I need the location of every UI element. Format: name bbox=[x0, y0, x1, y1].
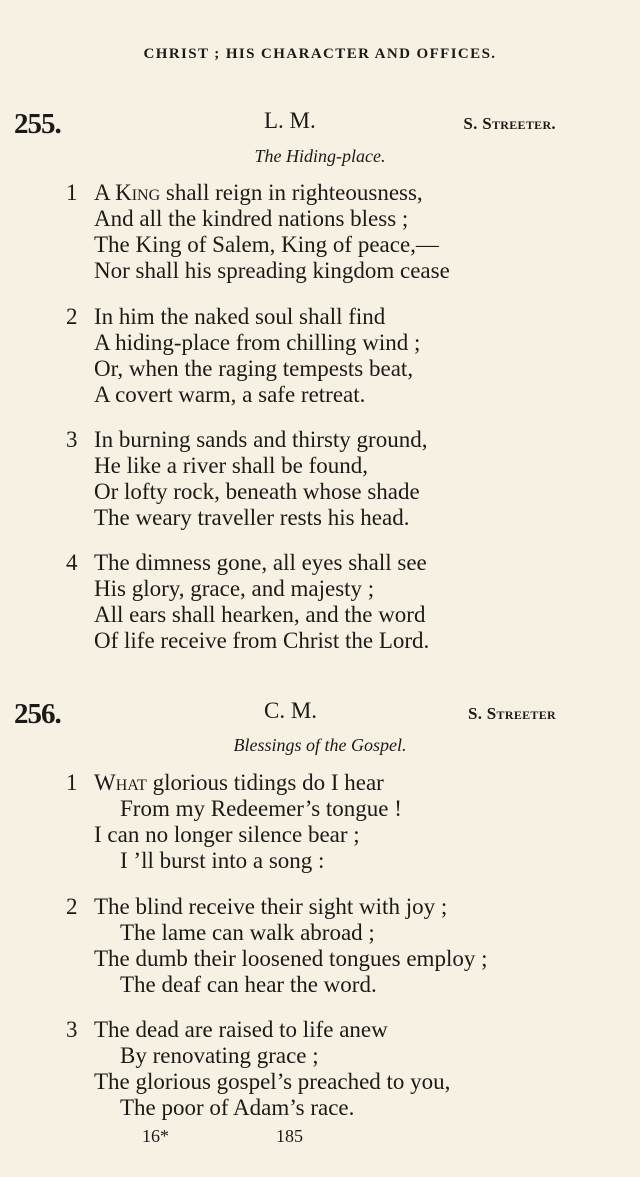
verse-line: I can no longer silence bear ; bbox=[94, 822, 360, 847]
hymn-meter: C. M. bbox=[264, 698, 318, 723]
verse-line: The dumb their loosened tongues employ ; bbox=[94, 946, 488, 971]
hymn-header bbox=[14, 108, 556, 138]
verse-line bbox=[94, 180, 423, 206]
running-head: CHRIST ; HIS CHARACTER AND OFFICES. bbox=[143, 46, 497, 62]
verse-line: In burning sands and thirsty ground, bbox=[94, 427, 428, 452]
stanza-number: 3 bbox=[66, 1017, 78, 1042]
verse-line: Of life receive from Christ the Lord. bbox=[94, 628, 430, 653]
verse-initial-word: What bbox=[94, 770, 147, 795]
verse-line: A covert warm, a safe retreat. bbox=[94, 382, 366, 407]
stanza-number: 4 bbox=[66, 550, 78, 575]
hymn-subtitle: The Hiding-place. bbox=[254, 146, 386, 166]
verse-line: The weary traveller rests his head. bbox=[94, 505, 410, 530]
verse-line: The lame can walk abroad ; bbox=[120, 920, 375, 945]
verse-line: From my Redeemer’s tongue ! bbox=[120, 796, 402, 821]
stanza-number: 1 bbox=[66, 770, 78, 795]
stanza-number: 2 bbox=[66, 304, 78, 329]
verse-line: By renovating grace ; bbox=[120, 1043, 319, 1068]
verse-line bbox=[94, 770, 384, 796]
verse-line: The King of Salem, King of peace,— bbox=[94, 232, 439, 257]
hymn-subtitle: Blessings of the Gospel. bbox=[233, 735, 407, 755]
verse-line: Nor shall his spreading kingdom cease bbox=[94, 258, 450, 283]
verse-initial-word: A King bbox=[94, 180, 161, 205]
hymn-meter: L. M. bbox=[264, 108, 316, 133]
hymn-composer: S. Streeter. bbox=[463, 114, 556, 133]
verse-line: His glory, grace, and majesty ; bbox=[94, 576, 375, 601]
verse-line: Or lofty rock, beneath whose shade bbox=[94, 479, 420, 504]
verse-line: The glorious gospel’s preached to you, bbox=[94, 1069, 451, 1094]
verse-line: I ’ll burst into a song : bbox=[120, 848, 325, 873]
page-number: 185 bbox=[276, 1126, 303, 1146]
verse-line-rest: shall reign in righteousness, bbox=[160, 180, 423, 205]
verse-line: He like a river shall be found, bbox=[94, 453, 368, 478]
hymn-number: 256. bbox=[14, 698, 61, 730]
verse-line-rest: glorious tidings do I hear bbox=[146, 770, 384, 795]
hymn-number: 255. bbox=[14, 108, 61, 140]
stanza-number: 1 bbox=[66, 180, 78, 205]
verse-line: And all the kindred nations bless ; bbox=[94, 206, 409, 231]
hymn-composer: S. Streeter bbox=[467, 704, 556, 723]
signature-mark: 16* bbox=[142, 1126, 169, 1146]
verse-line: The dead are raised to life anew bbox=[94, 1017, 388, 1042]
verse-line: The blind receive their sight with joy ; bbox=[94, 894, 448, 919]
hymn-header bbox=[14, 698, 556, 728]
verse-line: The poor of Adam’s race. bbox=[120, 1095, 355, 1120]
verse-line: The dimness gone, all eyes shall see bbox=[94, 550, 427, 575]
stanza-number: 2 bbox=[66, 894, 78, 919]
verse-line: In him the naked soul shall find bbox=[94, 304, 386, 329]
verse-line: The deaf can hear the word. bbox=[120, 972, 377, 997]
verse-line: A hiding-place from chilling wind ; bbox=[94, 330, 421, 355]
verse-line: Or, when the raging tempests beat, bbox=[94, 356, 414, 381]
stanza-number: 3 bbox=[66, 427, 78, 452]
verse-line: All ears shall hearken, and the word bbox=[94, 602, 426, 627]
